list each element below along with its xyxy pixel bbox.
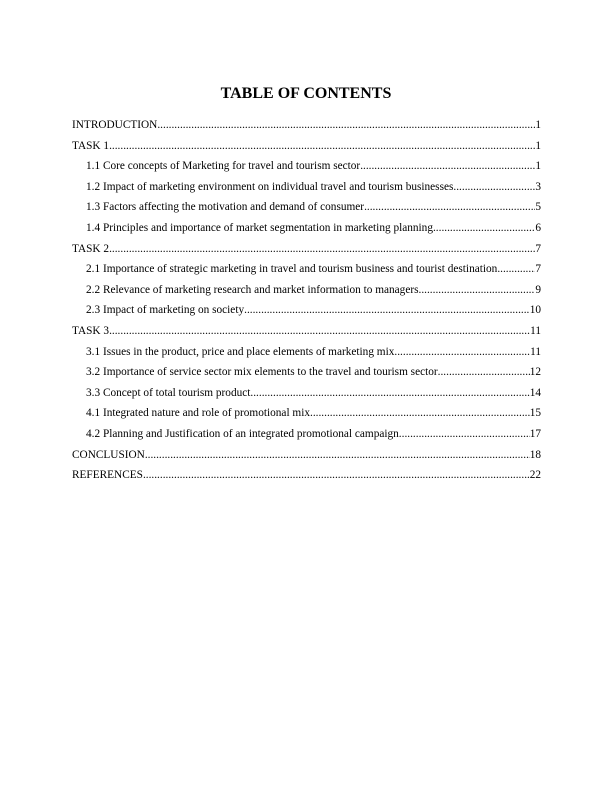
toc-entry-label: 3.2 Importance of service sector mix elements to the travel and tourism sector xyxy=(86,366,438,379)
toc-entry-label: TASK 2 xyxy=(72,242,110,255)
toc-page-number: 11 xyxy=(530,324,541,337)
toc-entry-4-2[interactable] xyxy=(72,424,541,445)
toc-entry-1-1[interactable] xyxy=(72,156,541,177)
toc-page-number: 12 xyxy=(529,366,541,379)
toc-entry-2-3[interactable] xyxy=(72,300,541,321)
toc-page-number: 10 xyxy=(529,304,541,317)
toc-page-number: 5 xyxy=(535,201,541,214)
toc-entry-label: TASK 1 xyxy=(72,139,110,152)
toc-dot-leader xyxy=(453,177,535,198)
toc-page-number: 9 xyxy=(535,283,541,296)
toc-page-number: 3 xyxy=(535,180,541,193)
toc-dot-leader xyxy=(250,383,529,404)
toc-dot-leader xyxy=(497,259,535,280)
toc-dot-leader xyxy=(109,239,535,260)
toc-page-number: 18 xyxy=(529,448,541,461)
toc-page-number: 1 xyxy=(535,139,541,152)
toc-dot-leader xyxy=(364,197,535,218)
table-of-contents xyxy=(72,115,541,486)
toc-page-number: 7 xyxy=(535,242,541,255)
toc-dot-leader xyxy=(394,342,530,363)
toc-page-number: 15 xyxy=(529,407,541,420)
toc-entry-2-2[interactable] xyxy=(72,280,541,301)
toc-entry-references[interactable] xyxy=(72,465,541,486)
toc-entry-label: 4.1 Integrated nature and role of promotional mix xyxy=(86,407,310,420)
toc-entry-conclusion[interactable] xyxy=(72,445,541,466)
toc-entry-label: 1.3 Factors affecting the motivation and demand of consumer xyxy=(86,201,365,214)
toc-entry-label: 4.2 Planning and Justification of an integrated promotional campaign xyxy=(86,427,399,440)
toc-dot-leader xyxy=(157,115,535,136)
toc-entry-label: TASK 3 xyxy=(72,324,110,337)
toc-entry-label: 1.2 Impact of marketing environment on individual travel and tourism businesses xyxy=(86,180,454,193)
toc-entry-label: 2.3 Impact of marketing on society xyxy=(86,304,245,317)
toc-entry-1-3[interactable] xyxy=(72,197,541,218)
toc-entry-3-3[interactable] xyxy=(72,383,541,404)
toc-entry-task-3[interactable] xyxy=(72,321,541,342)
toc-entry-1-4[interactable] xyxy=(72,218,541,239)
toc-entry-label: REFERENCES xyxy=(72,469,143,482)
toc-page-number: 1 xyxy=(535,160,541,173)
toc-page-number: 17 xyxy=(529,427,541,440)
toc-dot-leader xyxy=(360,156,535,177)
toc-dot-leader xyxy=(244,300,530,321)
toc-entry-3-1[interactable] xyxy=(72,342,541,363)
toc-page-number: 14 xyxy=(529,386,541,399)
toc-entry-label: 1.1 Core concepts of Marketing for travel and tourism sector xyxy=(86,160,361,173)
toc-entry-1-2[interactable] xyxy=(72,177,541,198)
page-title: TABLE OF CONTENTS xyxy=(220,85,392,102)
toc-entry-label: 1.4 Principles and importance of market segmentation in marketing planning xyxy=(86,221,433,234)
toc-dot-leader xyxy=(310,403,530,424)
toc-dot-leader xyxy=(109,321,530,342)
toc-page-number: 7 xyxy=(535,263,541,276)
toc-entry-task-2[interactable] xyxy=(72,239,541,260)
toc-entry-4-1[interactable] xyxy=(72,403,541,424)
toc-entry-label: 3.3 Concept of total tourism product xyxy=(86,386,251,399)
toc-page-number: 6 xyxy=(535,221,541,234)
toc-dot-leader xyxy=(143,465,530,486)
toc-page-number: 22 xyxy=(529,469,541,482)
toc-dot-leader xyxy=(438,362,530,383)
toc-entry-2-1[interactable] xyxy=(72,259,541,280)
toc-dot-leader xyxy=(433,218,535,239)
toc-dot-leader xyxy=(145,445,530,466)
toc-entry-label: 2.1 Importance of strategic marketing in travel and tourism business and tourist destination xyxy=(86,263,498,276)
toc-entry-3-2[interactable] xyxy=(72,362,541,383)
toc-page-number: 1 xyxy=(535,119,541,131)
toc-dot-leader xyxy=(419,280,536,301)
toc-page-number: 11 xyxy=(530,345,541,358)
toc-entry-label: INTRODUCTION xyxy=(72,119,158,131)
toc-entry-task-1[interactable] xyxy=(72,136,541,157)
toc-dot-leader xyxy=(109,136,535,157)
toc-dot-leader xyxy=(399,424,530,445)
toc-entry-label: CONCLUSION xyxy=(72,448,145,461)
toc-entry-label: 2.2 Relevance of marketing research and market information to managers xyxy=(86,283,419,296)
toc-entry-label: 3.1 Issues in the product, price and place elements of marketing mix xyxy=(86,345,395,358)
toc-entry-introduction[interactable] xyxy=(72,115,541,136)
